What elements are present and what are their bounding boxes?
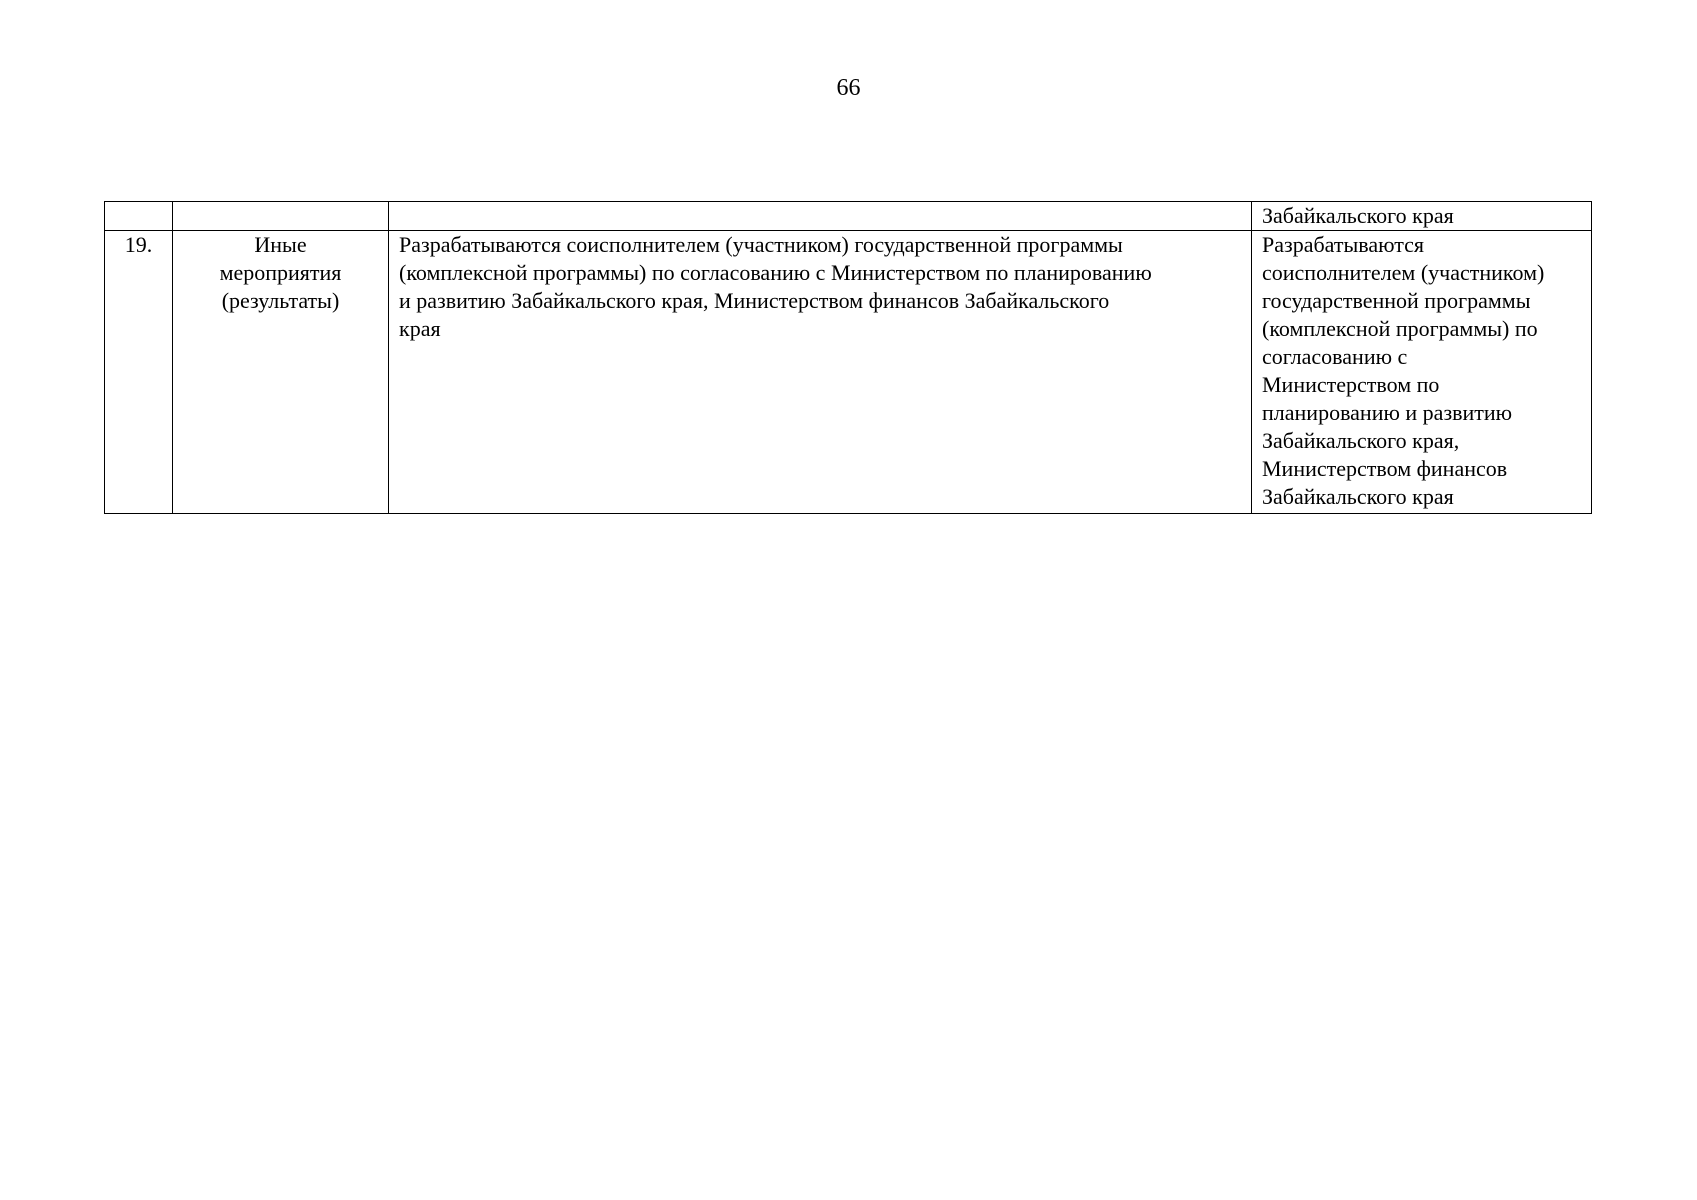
description-line: Разрабатываются соисполнителем (участником) государственной программы	[399, 232, 1123, 257]
cell-name	[173, 231, 389, 514]
responsible-line: Забайкальского края,	[1262, 428, 1460, 453]
cell-responsible: Забайкальского края	[1252, 202, 1592, 231]
cell-number	[105, 202, 173, 231]
responsible-line: Забайкальского края	[1262, 484, 1454, 509]
document-table	[104, 201, 1592, 514]
name-line: (результаты)	[221, 288, 340, 313]
cell-responsible	[1252, 231, 1592, 514]
description-line: края	[399, 316, 441, 341]
responsible-line: Министерством по	[1262, 372, 1440, 397]
responsible-line: согласованию с	[1262, 344, 1408, 369]
name-line: Иные	[254, 232, 307, 257]
cell-description	[389, 202, 1252, 231]
responsible-line: (комплексной программы) по	[1262, 316, 1538, 341]
responsible-line: соисполнителем (участником)	[1262, 260, 1545, 285]
responsible-line: планированию и развитию	[1262, 400, 1513, 425]
cell-name	[173, 202, 389, 231]
responsible-line: Министерством финансов	[1262, 456, 1508, 481]
cell-number: 19.	[105, 231, 173, 514]
cell-description	[389, 231, 1252, 514]
responsible-line: Разрабатываются	[1262, 232, 1425, 257]
description-line: и развитию Забайкальского края, Министерством финансов Забайкальского	[399, 288, 1110, 313]
table-row	[105, 231, 1592, 514]
description-line: (комплексной программы) по согласованию с Министерством по планированию	[399, 260, 1152, 285]
name-line: мероприятия	[219, 260, 342, 285]
table-row-continuation	[105, 202, 1592, 231]
responsible-line: государственной программы	[1262, 288, 1531, 313]
page-number: 66	[836, 75, 861, 101]
